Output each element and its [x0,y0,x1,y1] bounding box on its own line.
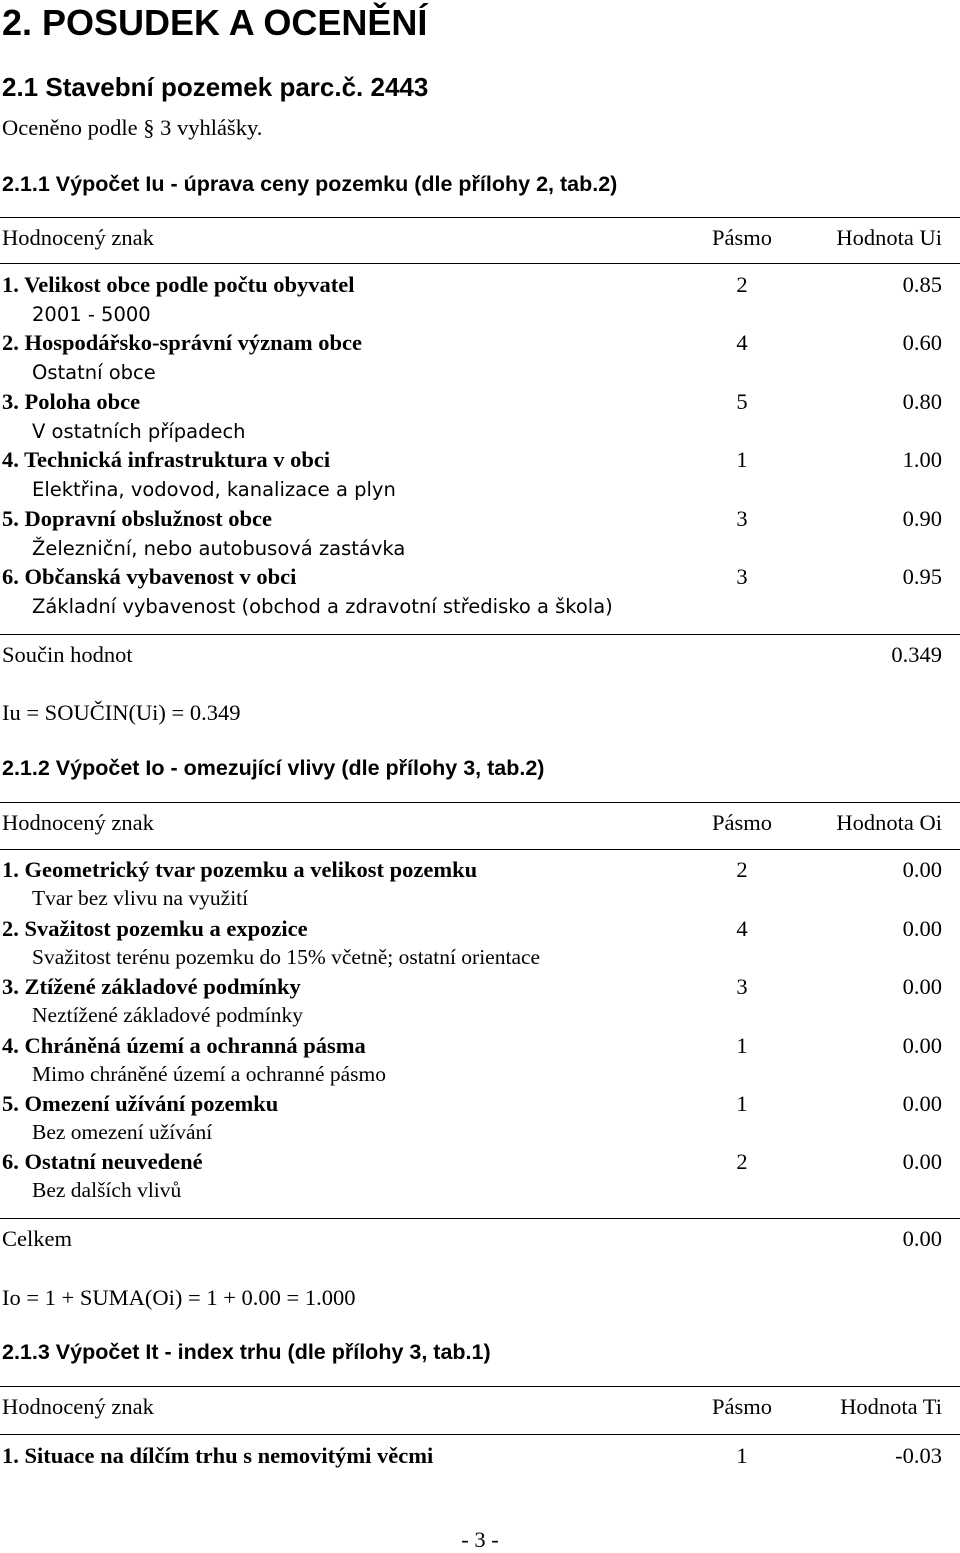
iu-row-pasmo: 3 [736,506,748,531]
it-row-label: 1. Situace na dílčím trhu s nemovitými věcmi [2,1443,434,1468]
it-col-hodnota: Hodnota Ti [840,1394,942,1419]
io-header-rule [0,802,960,803]
iu-row-value: 0.95 [902,564,942,589]
document-heading: 2. POSUDEK A OCENĚNÍ [2,2,428,43]
io-row-sub: Svažitost terénu pozemku do 15% včetně; ostatní orientace [32,945,541,969]
iu-col-hodnota: Hodnota Ui [836,225,942,250]
iu-row-value: 0.60 [902,330,942,355]
io-row-sub: Neztížené základové podmínky [32,1003,304,1027]
iu-row-label: 1. Velikost obce podle počtu obyvatel [2,272,355,297]
io-row-value: 0.00 [902,1033,942,1058]
iu-row-sub: 2001 - 5000 [32,303,151,326]
io-row-value: 0.00 [902,974,942,999]
io-row-label: 1. Geometrický tvar pozemku a velikost pozemku [2,857,478,882]
it-row-pasmo: 1 [736,1443,748,1468]
io-formula: Io = 1 + SUMA(Oi) = 1 + 0.00 = 1.000 [2,1285,356,1310]
iu-row-pasmo: 2 [736,272,748,297]
iu-header-bottom-rule [0,263,960,264]
io-row-value: 0.00 [902,1091,942,1116]
iu-row-label: 3. Poloha obce [2,389,141,414]
it-header-bottom-rule [0,1434,960,1435]
iu-row-pasmo: 3 [736,564,748,589]
it-col-pasmo: Pásmo [711,1394,772,1419]
io-row-pasmo: 3 [736,974,748,999]
io-row-pasmo: 1 [736,1091,748,1116]
it-title: 2.1.3 Výpočet It - index trhu (dle přílohy 3, tab.1) [2,1340,491,1364]
iu-total-label: Součin hodnot [2,642,133,667]
io-row-label: 4. Chráněná území a ochranná pásma [2,1033,366,1058]
io-col-pasmo: Pásmo [711,810,772,835]
io-row-sub: Bez dalších vlivů [32,1178,182,1202]
iu-row-sub: Ostatní obce [32,361,156,384]
iu-row-pasmo: 5 [736,389,748,414]
io-title: 2.1.2 Výpočet Io - omezující vlivy (dle přílohy 3, tab.2) [2,756,545,780]
iu-row-sub: Základní vybavenost (obchod a zdravotní středisko a škola) [32,595,613,618]
io-total-rule [0,1218,960,1219]
io-row-sub: Mimo chráněné území a ochranné pásmo [32,1062,387,1086]
it-header-rule [0,1386,960,1387]
page-number: - 3 - [461,1527,499,1552]
iu-row-label: 2. Hospodářsko-správní význam obce [2,330,363,355]
io-col-znak: Hodnocený znak [2,810,154,835]
io-total-value: 0.00 [902,1226,942,1251]
iu-total-rule [0,634,960,635]
io-row-value: 0.00 [902,857,942,882]
it-col-znak: Hodnocený znak [2,1394,154,1419]
iu-row-value: 0.90 [902,506,942,531]
iu-formula: Iu = SOUČIN(Ui) = 0.349 [2,700,241,725]
io-header-bottom-rule [0,849,960,850]
iu-title: 2.1.1 Výpočet Iu - úprava ceny pozemku (dle přílohy 2, tab.2) [2,172,618,196]
iu-row-label: 4. Technická infrastruktura v obci [2,447,331,472]
iu-row-value: 1.00 [902,447,942,472]
iu-col-znak: Hodnocený znak [2,225,154,250]
iu-col-pasmo: Pásmo [711,225,772,250]
iu-row-pasmo: 1 [736,447,748,472]
io-row-sub: Tvar bez vlivu na využití [32,886,249,910]
io-row-pasmo: 2 [736,857,748,882]
io-row-label: 5. Omezení užívání pozemku [2,1091,279,1116]
iu-row-sub: V ostatních případech [32,420,246,443]
iu-row-label: 6. Občanská vybavenost v obci [2,564,297,589]
iu-row-sub: Elektřina, vodovod, kanalizace a plyn [32,478,396,501]
iu-total-value: 0.349 [891,642,942,667]
io-row-label: 6. Ostatní neuvedené [2,1149,203,1174]
io-row-pasmo: 2 [736,1149,748,1174]
io-row-value: 0.00 [902,1149,942,1174]
iu-row-label: 5. Dopravní obslužnost obce [2,506,273,531]
io-row-label: 3. Ztížené základové podmínky [2,974,301,999]
section-title: 2.1 Stavební pozemek parc.č. 2443 [2,72,429,102]
io-row-sub: Bez omezení užívání [32,1120,213,1144]
iu-header-rule [0,217,960,218]
iu-row-value: 0.85 [902,272,942,297]
io-row-value: 0.00 [902,916,942,941]
it-row-value: -0.03 [895,1443,942,1468]
io-col-hodnota: Hodnota Oi [836,810,942,835]
io-row-label: 2. Svažitost pozemku a expozice [2,916,308,941]
iu-row-sub: Železniční, nebo autobusová zastávka [32,537,406,560]
io-total-label: Celkem [2,1226,72,1251]
io-row-pasmo: 4 [736,916,748,941]
iu-row-value: 0.80 [902,389,942,414]
iu-row-pasmo: 4 [736,330,748,355]
io-row-pasmo: 1 [736,1033,748,1058]
section-note: Oceněno podle § 3 vyhlášky. [2,115,263,140]
